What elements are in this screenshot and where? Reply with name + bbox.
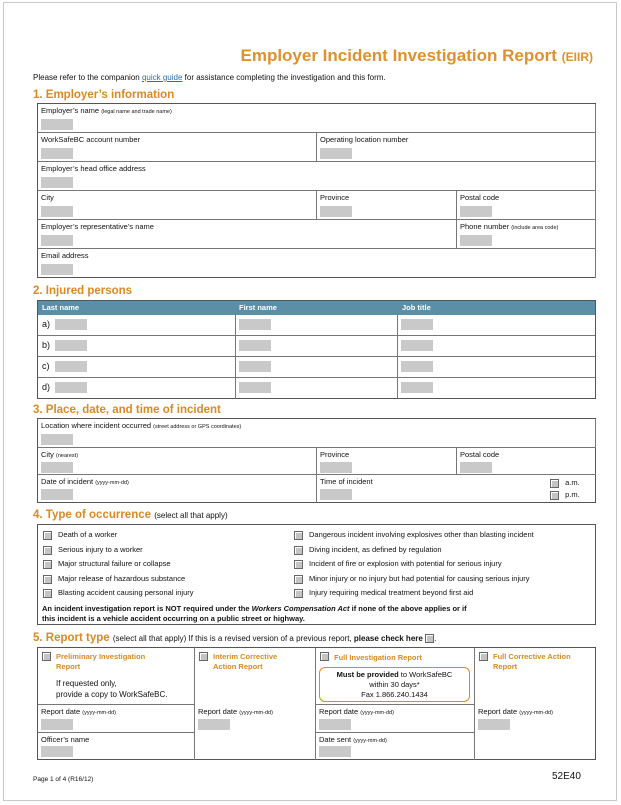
col-first-name: First name [239, 303, 277, 312]
occurrence-structural[interactable] [43, 559, 171, 569]
date-hint: (yyyy-mm-dd) [239, 710, 273, 716]
row-label-c: c) [42, 361, 50, 371]
occurrence-label: Incident of fire or explosion with potential for serious injury [309, 559, 502, 568]
occurrence-diving[interactable] [294, 545, 442, 555]
interim-cell [195, 648, 316, 705]
operating-location-cell [317, 133, 596, 162]
preliminary-title-2: Report [56, 662, 81, 671]
table-row [38, 378, 236, 399]
hazardous-checkbox[interactable] [43, 575, 52, 584]
preliminary-title-1: Preliminary Investigation [56, 652, 146, 661]
death-checkbox[interactable] [43, 531, 52, 540]
report-type-box [37, 647, 596, 760]
preliminary-title [56, 652, 145, 672]
first-name-c-cell [236, 357, 398, 378]
date-hint: (yyyy-mm-dd) [82, 710, 116, 716]
account-number-label: WorkSafeBC account number [41, 135, 141, 144]
full-investigation-notice [319, 667, 470, 702]
must-provided-bold: Must be provided [336, 670, 399, 679]
pm-label: p.m. [565, 490, 580, 499]
report-date-label: Report date [319, 707, 359, 716]
first-name-b-field[interactable] [239, 340, 271, 351]
location-cell [38, 419, 596, 448]
corrective-report-date-cell [475, 705, 596, 760]
date-hint: (yyyy-mm-dd) [519, 710, 553, 716]
employer-info-box [37, 103, 596, 278]
employer-name-hint: (legal name and trade name) [101, 109, 172, 115]
first-name-d-cell [236, 378, 398, 399]
location-label: Location where incident occurred [41, 421, 152, 430]
injured-persons-table [37, 300, 596, 399]
notice-part3: this incident is a vehicle accident occurring on a public street or highway. [42, 614, 305, 623]
first-name-a-cell [236, 315, 398, 336]
full-investigation-title: Full Investigation Report [334, 653, 422, 662]
city-field[interactable] [41, 206, 73, 217]
incident-postal-field[interactable] [460, 462, 492, 473]
email-cell [38, 249, 596, 278]
occurrence-notice [42, 604, 467, 624]
preliminary-cell [38, 648, 195, 705]
account-number-field[interactable] [41, 148, 73, 159]
serious-injury-checkbox[interactable] [43, 546, 52, 555]
interim-title-1: Interim Corrective [213, 652, 278, 661]
full-investigation-checkbox[interactable] [320, 652, 329, 661]
city-label: City [41, 193, 54, 202]
first-name-d-field[interactable] [239, 382, 271, 393]
within-days: within 30 days* [369, 680, 420, 689]
last-name-a-field[interactable] [55, 319, 87, 330]
officer-name-cell [38, 733, 195, 760]
corrective-checkbox[interactable] [479, 652, 488, 661]
employer-name-label: Employer’s name [41, 106, 100, 115]
last-name-c-field[interactable] [55, 361, 87, 372]
section5-note: (select all that apply) If this is a revised version of a previous report, please check here . [112, 634, 437, 643]
occurrence-label: Blasting accident causing personal injury [58, 588, 194, 597]
title-abbr: (EIIR) [561, 50, 593, 64]
section4-note: (select all that apply) [154, 511, 228, 520]
occurrence-label: Major structural failure or collapse [58, 559, 171, 568]
place-date-box [37, 418, 596, 503]
diving-checkbox[interactable] [294, 546, 303, 555]
incident-province-cell [317, 448, 457, 475]
table-row [38, 336, 236, 357]
section5-heading [33, 632, 436, 644]
occurrence-death[interactable] [43, 530, 117, 540]
rep-name-label: Employer’s representative’s name [41, 222, 154, 231]
notice-act: Workers Compensation Act [251, 604, 350, 613]
incident-city-hint: (nearest) [56, 453, 79, 459]
job-title-b-cell [398, 336, 595, 357]
interim-title-2: Action Report [213, 662, 263, 671]
am-checkbox[interactable] [550, 479, 559, 488]
fire-checkbox[interactable] [294, 560, 303, 569]
row-label-a: a) [42, 319, 51, 329]
corrective-report-date-field[interactable] [478, 719, 510, 730]
row-label-d: d) [42, 382, 51, 392]
report-date-label: Report date [41, 707, 81, 716]
injured-table-header [38, 301, 595, 315]
fax-number: Fax 1.866.240.1434 [361, 690, 428, 699]
email-label: Email address [41, 251, 89, 260]
corrective-title-2: Report [493, 662, 518, 671]
incident-postal-cell [457, 448, 596, 475]
city-cell [38, 191, 317, 220]
occurrence-minor-injury[interactable] [294, 574, 530, 584]
postal-code-label: Postal code [460, 193, 500, 202]
occurrence-medical[interactable] [294, 588, 473, 598]
table-row [38, 315, 236, 336]
notice-part1: An incident investigation report is NOT required under the [42, 604, 252, 613]
preliminary-note-1: If requested only, [56, 679, 117, 688]
head-office-cell [38, 162, 596, 191]
job-title-d-cell [398, 378, 595, 399]
phone-field[interactable] [460, 235, 492, 246]
section5-note-text: (select all that apply) If this is a revised version of a previous report, [112, 634, 354, 643]
must-provided-rest: to WorkSafeBC [398, 670, 453, 679]
first-name-c-field[interactable] [239, 361, 271, 372]
date-sent-field[interactable] [319, 746, 351, 757]
quick-guide-link[interactable]: quick guide [141, 73, 183, 82]
operating-location-label: Operating location number [320, 135, 409, 144]
occurrence-box [37, 524, 596, 625]
location-field[interactable] [41, 434, 73, 445]
title-main: Employer Incident Investigation Report [240, 46, 557, 65]
occurrence-fire[interactable] [294, 559, 502, 569]
full-report-date-field[interactable] [319, 719, 351, 730]
province-label: Province [320, 193, 350, 202]
phone-cell [457, 220, 596, 249]
date-sent-label: Date sent [319, 735, 352, 744]
occurrence-hazardous[interactable] [43, 574, 185, 584]
date-sent-cell [316, 733, 475, 760]
occurrence-serious-injury[interactable] [43, 545, 143, 555]
head-office-field[interactable] [41, 177, 73, 188]
full-investigation-cell [316, 648, 475, 705]
first-name-a-field[interactable] [239, 319, 271, 330]
prelim-report-date-field[interactable] [41, 719, 73, 730]
interim-title [213, 652, 277, 672]
table-row [38, 357, 236, 378]
incident-postal-label: Postal code [460, 450, 500, 459]
section5-note-bold: please check here [353, 634, 423, 643]
am-label: a.m. [565, 478, 580, 487]
employer-name-cell [38, 104, 596, 133]
explosives-checkbox[interactable] [294, 531, 303, 540]
interim-report-date-field[interactable] [198, 719, 230, 730]
account-number-cell [38, 133, 317, 162]
medical-checkbox[interactable] [294, 589, 303, 598]
email-field[interactable] [41, 264, 73, 275]
preliminary-note-2: provide a copy to WorkSafeBC. [56, 690, 168, 699]
am-option[interactable] [550, 478, 580, 488]
intro-after: for assistance completing the investigation and this form. [182, 73, 386, 82]
occurrence-label: Dangerous incident involving explosives other than blasting incident [309, 530, 534, 539]
pm-option[interactable] [550, 490, 580, 500]
full-report-date-cell [316, 705, 475, 733]
officer-name-field[interactable] [41, 746, 73, 757]
section5-title: 5. Report type [33, 632, 110, 644]
job-title-c-field[interactable] [401, 361, 433, 372]
postal-code-field[interactable] [460, 206, 492, 217]
job-title-b-field[interactable] [401, 340, 433, 351]
phone-hint: (include area code) [511, 225, 559, 231]
incident-province-label: Province [320, 450, 350, 459]
incident-city-cell [38, 448, 317, 475]
rep-name-cell [38, 220, 457, 249]
section1-heading: 1. Employer’s information [33, 89, 175, 101]
officer-name-label: Officer’s name [41, 735, 90, 744]
intro-before: Please refer to the companion [33, 73, 142, 82]
incident-time-field[interactable] [320, 489, 352, 500]
employer-name-field[interactable] [41, 119, 73, 130]
job-title-a-cell [398, 315, 595, 336]
occurrence-label: Serious injury to a worker [58, 545, 143, 554]
job-title-d-field[interactable] [401, 382, 433, 393]
job-title-a-field[interactable] [401, 319, 433, 330]
section4-title: 4. Type of occurrence [33, 509, 152, 521]
incident-city-field[interactable] [41, 462, 73, 473]
province-cell [317, 191, 457, 220]
preliminary-checkbox[interactable] [42, 652, 51, 661]
location-hint: (street address or GPS coordinates) [153, 424, 242, 430]
section3-heading: 3. Place, date, and time of incident [33, 404, 221, 416]
incident-date-hint: (yyyy-mm-dd) [95, 480, 129, 486]
prelim-report-date-cell [38, 705, 195, 733]
last-name-b-field[interactable] [55, 340, 87, 351]
preliminary-note [56, 678, 167, 700]
section4-heading [33, 509, 228, 521]
incident-province-field[interactable] [320, 462, 352, 473]
job-title-c-cell [398, 357, 595, 378]
interim-checkbox[interactable] [199, 652, 208, 661]
occurrence-blasting[interactable] [43, 588, 194, 598]
report-date-label: Report date [478, 707, 518, 716]
intro-text [33, 73, 386, 82]
col-last-name: Last name [42, 303, 80, 312]
incident-date-cell [38, 475, 317, 503]
occurrence-label: Death of a worker [58, 530, 118, 539]
row-label-b: b) [42, 340, 51, 350]
incident-date-label: Date of incident [41, 477, 94, 486]
head-office-label: Employer’s head office address [41, 164, 146, 173]
occurrence-label: Minor injury or no injury but had potential for causing serious injury [309, 574, 530, 583]
postal-code-cell [457, 191, 596, 220]
occurrence-label: Diving incident, as defined by regulation [309, 545, 442, 554]
page-number: Page 1 of 4 (R16/12) [33, 776, 94, 783]
phone-label: Phone number [460, 222, 510, 231]
form-code: 52E40 [552, 771, 581, 782]
last-name-d-field[interactable] [55, 382, 87, 393]
date-hint: (yyyy-mm-dd) [353, 738, 387, 744]
notice-part2: if none of the above applies or if [349, 604, 467, 613]
section2-heading: 2. Injured persons [33, 285, 133, 297]
form-title [240, 46, 593, 66]
revised-checkbox[interactable] [425, 634, 434, 643]
operating-location-field[interactable] [320, 148, 352, 159]
incident-date-field[interactable] [41, 489, 73, 500]
date-hint: (yyyy-mm-dd) [360, 710, 394, 716]
rep-name-field[interactable] [41, 235, 73, 246]
pm-checkbox[interactable] [550, 491, 559, 500]
incident-time-cell [317, 475, 596, 503]
first-name-b-cell [236, 336, 398, 357]
corrective-title [493, 652, 571, 672]
blasting-checkbox[interactable] [43, 589, 52, 598]
interim-report-date-cell [195, 705, 316, 760]
occurrence-label: Injury requiring medical treatment beyond first aid [309, 588, 474, 597]
occurrence-explosives[interactable] [294, 530, 534, 540]
structural-checkbox[interactable] [43, 560, 52, 569]
corrective-title-1: Full Corrective Action [493, 652, 571, 661]
minor-injury-checkbox[interactable] [294, 575, 303, 584]
province-field[interactable] [320, 206, 352, 217]
corrective-cell [475, 648, 596, 705]
col-job-title: Job title [402, 303, 431, 312]
incident-time-label: Time of incident [320, 477, 373, 486]
occurrence-label: Major release of hazardous substance [58, 574, 186, 583]
incident-city-label: City [41, 450, 54, 459]
report-date-label: Report date [198, 707, 238, 716]
